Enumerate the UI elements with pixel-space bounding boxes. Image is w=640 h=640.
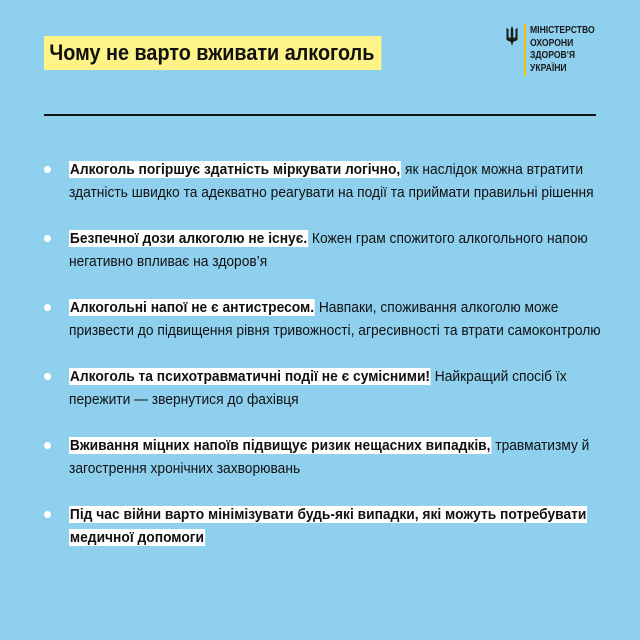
ministry-name-line: МІНІСТЕРСТВО bbox=[530, 24, 595, 36]
trident-icon bbox=[505, 26, 519, 46]
item-text bbox=[69, 158, 610, 204]
item-text bbox=[69, 503, 610, 549]
item-body: як наслідок можна втратити здатність швидко та адекватно реагувати на події та приймати правильні рішення bbox=[69, 161, 594, 201]
ministry-logo bbox=[505, 24, 609, 76]
item-text bbox=[69, 227, 610, 273]
list-item bbox=[44, 158, 604, 204]
bullet-icon bbox=[44, 304, 51, 311]
item-body: травматизму й загострення хронічних захворювань bbox=[69, 437, 590, 477]
ministry-name-line: ЗДОРОВ'Я bbox=[530, 49, 576, 61]
item-body: Кожен грам спожитого алкогольного напою негативно впливає на здоров’я bbox=[69, 230, 588, 270]
item-body: Найкращий спосіб їх пережити — звернутися до фахівця bbox=[69, 368, 567, 408]
bullet-icon bbox=[44, 511, 51, 518]
list-item bbox=[44, 227, 604, 273]
logo-accent-bar bbox=[524, 24, 526, 76]
item-highlight: Алкоголь та психотравматичні події не є сумісними! bbox=[69, 368, 431, 385]
list-item bbox=[44, 503, 604, 549]
reasons-list bbox=[44, 158, 604, 572]
bullet-icon bbox=[44, 442, 51, 449]
item-highlight: Безпечної дози алкоголю не існує. bbox=[69, 230, 308, 247]
list-item bbox=[44, 296, 604, 342]
item-highlight: Алкогольні напої не є антистресом. bbox=[69, 299, 315, 316]
bullet-icon bbox=[44, 235, 51, 242]
item-text bbox=[69, 296, 610, 342]
ministry-name bbox=[530, 24, 595, 74]
item-text bbox=[69, 365, 610, 411]
ministry-name-line: УКРАЇНИ bbox=[530, 61, 567, 74]
item-highlight: Вживання міцних напоїв підвищує ризик нещасних випадків, bbox=[69, 437, 491, 454]
item-text bbox=[69, 434, 610, 480]
ministry-name-line: ОХОРОНИ bbox=[530, 36, 574, 49]
header-divider bbox=[44, 114, 596, 116]
list-item bbox=[44, 434, 604, 480]
bullet-icon bbox=[44, 373, 51, 380]
item-highlight: Алкоголь погіршує здатність міркувати логічно, bbox=[69, 161, 401, 178]
page-title: Чому не варто вживати алкоголь bbox=[44, 36, 382, 70]
item-highlight: Під час війни варто мінімізувати будь-які випадки, які можуть потребувати медичної допомоги bbox=[69, 506, 587, 546]
list-item bbox=[44, 365, 604, 411]
title-container bbox=[44, 36, 419, 70]
bullet-icon bbox=[44, 166, 51, 173]
item-body: Навпаки, споживання алкоголю може призвести до підвищення рівня тривожності, агресивності та втрати самоконтролю bbox=[69, 299, 601, 339]
